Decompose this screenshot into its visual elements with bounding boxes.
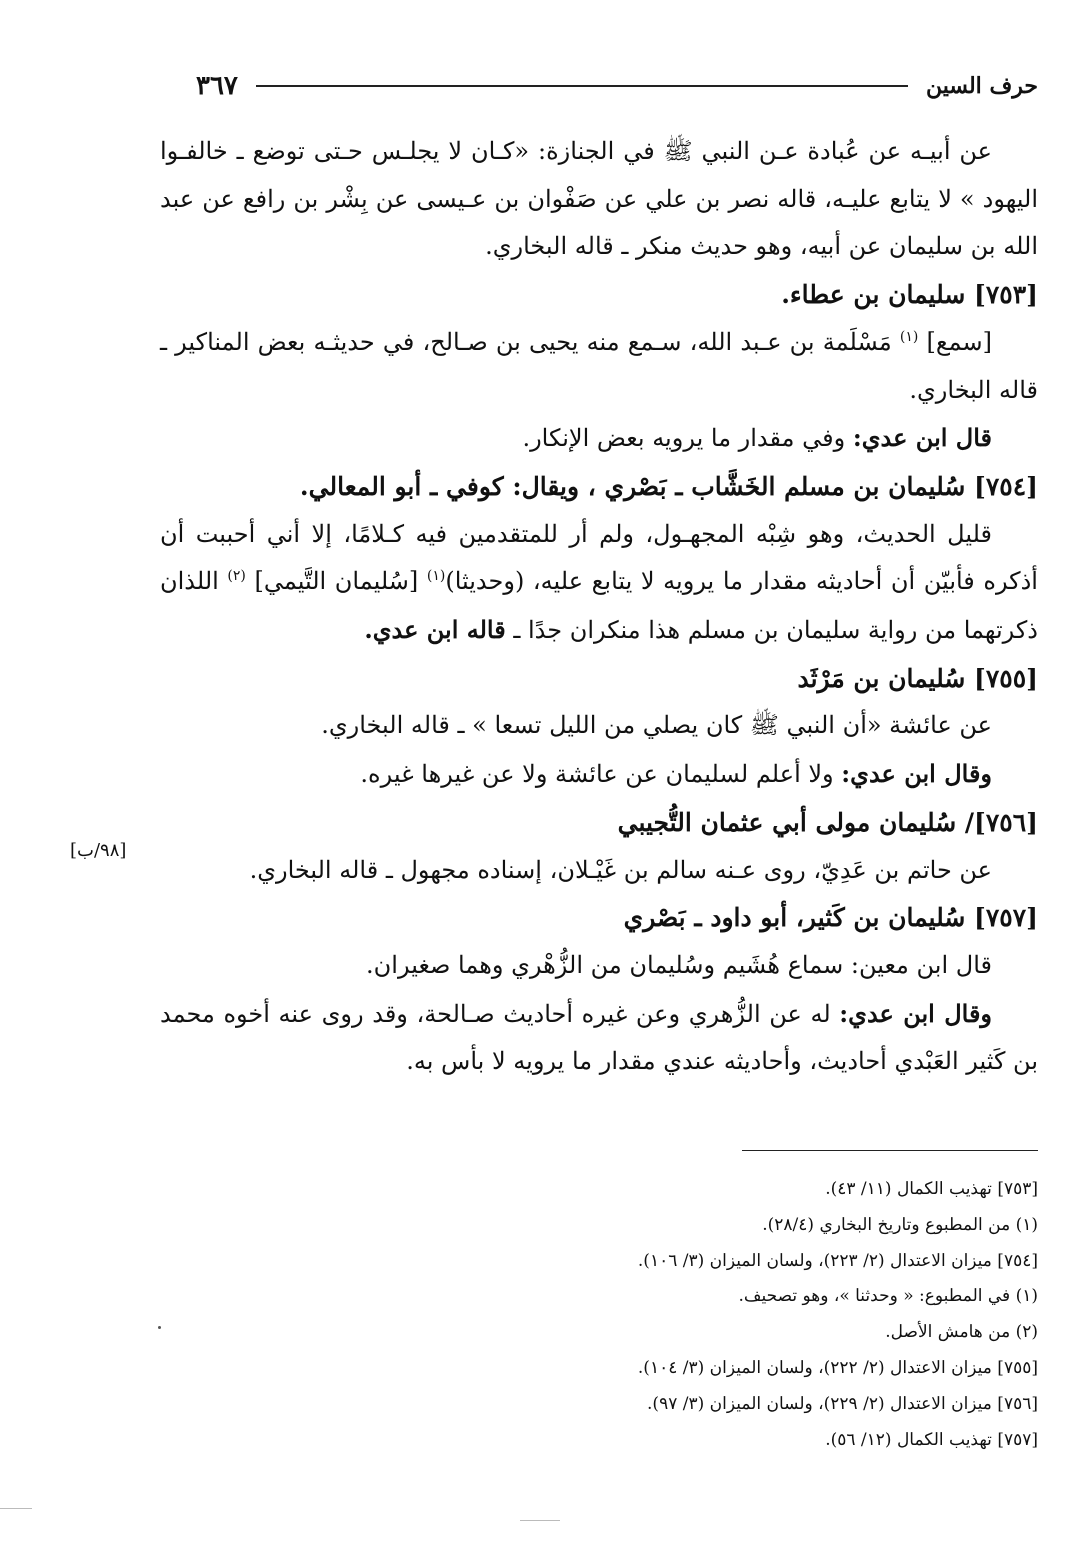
footnote-ref: (٢) bbox=[227, 568, 246, 585]
entry-heading: [٧٥٧] سُليمان بن كَثير، أبو داود ـ بَصْري bbox=[623, 903, 1038, 933]
footnote-ref: (١) bbox=[426, 568, 446, 585]
footnote: (١) في المطبوع: « وحدثنا »، وهو تصحيف. bbox=[738, 1286, 1038, 1307]
text-span: مَسْلَمة بن عـبد الله، سـمع منه يحيى بن صـالح، في حديثـه بعض المناكير ـ قاله البخاري. bbox=[160, 327, 1038, 404]
scan-speck bbox=[158, 1326, 161, 1329]
entry-heading: [٧٥٥] سُليمان بن مَرْثَد bbox=[797, 663, 1038, 693]
speaker-label: قاله ابن عدي. bbox=[364, 615, 506, 645]
text-span: وفي مقدار ما يرويه بعض الإنكار. bbox=[522, 424, 846, 453]
paragraph: قال ابن معين: سماع هُشَيم وسُليمان من الزُّهْري وهما صغيران. bbox=[366, 950, 992, 979]
footnote: [٧٥٣] تهذيب الكمال (١١/ ٤٣). bbox=[825, 1179, 1038, 1199]
footnote: [٧٥٦] ميزان الاعتدال (٢/ ٢٢٩)، ولسان الميزان (٣/ ٩٧). bbox=[647, 1393, 1038, 1414]
text-span: [سمع] bbox=[926, 327, 992, 356]
paragraph: عن أبيـه عن عُبادة عـن النبي ﷺ في الجنازة: «كـان لا يجلـس حـتى توضع ـ خالفـوا اليهود » لا يتابع عليـه، قاله نصر بن علي عن صَفْوان بن عـيسى عن بِشْر بن رافع عن عبد الله بن سليمان عن أبيه، وهو حديث منكر ـ قاله البخاري. bbox=[160, 137, 1039, 261]
text-span: قليل الحديث، وهو شِبْه المجهـول، ولم أر للمتقدمين فيه كـلامًا، إلا أني أحببت أن أذكره فأبيّن أن أحاديثه مقدار ما يرويه لا يتابع عليه، (وحديثا) bbox=[160, 519, 1038, 596]
main-text bbox=[160, 128, 1038, 1086]
entry-name: [٧٥٤] سُليمان بن مسلم الخَشَّاب ـ بَصْري ، bbox=[587, 471, 1038, 501]
footnote: (١) من المطبوع وتاريخ البخاري (٢٨/٤). bbox=[762, 1214, 1038, 1235]
footnote: [٧٥٧] تهذيب الكمال (١٢/ ٥٦). bbox=[825, 1429, 1038, 1450]
chapter-title: حرف السين bbox=[925, 73, 1038, 99]
footnote: (٢) من هامش الأصل. bbox=[885, 1322, 1038, 1343]
text-span: ولا أعلم لسليمان عن عائشة ولا عن غيرها غيره. bbox=[360, 760, 834, 789]
paragraph bbox=[160, 414, 1038, 463]
text-span: اللذان ذكرتهما من رواية سليمان بن مسلم هذا منكران جدًا ـ bbox=[160, 567, 1038, 645]
paragraph bbox=[160, 511, 1038, 655]
footnote-ref: (١) bbox=[899, 328, 919, 345]
running-header bbox=[196, 66, 1038, 106]
entry-name-tail: ويقال: كوفي ـ أبو المعالي. bbox=[299, 471, 580, 501]
manuscript-folio-note: [٩٨/ب] bbox=[70, 840, 127, 861]
paragraph bbox=[160, 319, 1038, 414]
header-rule bbox=[256, 85, 908, 87]
paragraph: عن حاتم بن عَدِيّ، روى عـنه سالم بن غَيْـلان، إسناده مجهول ـ قاله البخاري. bbox=[249, 855, 992, 884]
footnote: [٧٥٤] ميزان الاعتدال (٢/ ٢٢٣)، ولسان الميزان (٣/ ١٠٦). bbox=[637, 1250, 1038, 1271]
paragraph bbox=[160, 990, 1038, 1086]
text-span: له عن الزُّهري وعن غيره أحاديث صـالحة، وقد روى عنه أخوه محمد بن كَثير العَبْدي أحاديث، وأحاديثه عندي مقدار ما يرويه لا بأس به. bbox=[160, 999, 1038, 1076]
entry-heading: [٧٥٣] سليمان بن عطاء. bbox=[781, 280, 1038, 310]
entry-heading bbox=[160, 463, 1038, 511]
footnote: [٧٥٥] ميزان الاعتدال (٢/ ٢٢٢)، ولسان الميزان (٣/ ١٠٤). bbox=[637, 1357, 1038, 1378]
footnotes bbox=[160, 1172, 1038, 1458]
speaker-label: وقال ابن عدي: bbox=[839, 998, 993, 1028]
paragraph bbox=[160, 750, 1038, 799]
scan-edge bbox=[520, 1520, 560, 1521]
paragraph: عن عائشة «أن النبي ﷺ كان يصلي من الليل تسعا » ـ قاله البخاري. bbox=[321, 711, 992, 740]
speaker-label: قال ابن عدي: bbox=[852, 423, 992, 453]
scan-edge bbox=[0, 1508, 32, 1509]
entry-heading: [٧٥٦]/ سُليمان مولى أبي عثمان التُّجيبي bbox=[617, 807, 1038, 837]
speaker-label: وقال ابن عدي: bbox=[841, 759, 992, 789]
text-span: [سُليمان التَّيمي] bbox=[254, 567, 419, 596]
page-number: ٣٦٧ bbox=[196, 71, 238, 101]
footnote-rule bbox=[742, 1150, 1038, 1151]
